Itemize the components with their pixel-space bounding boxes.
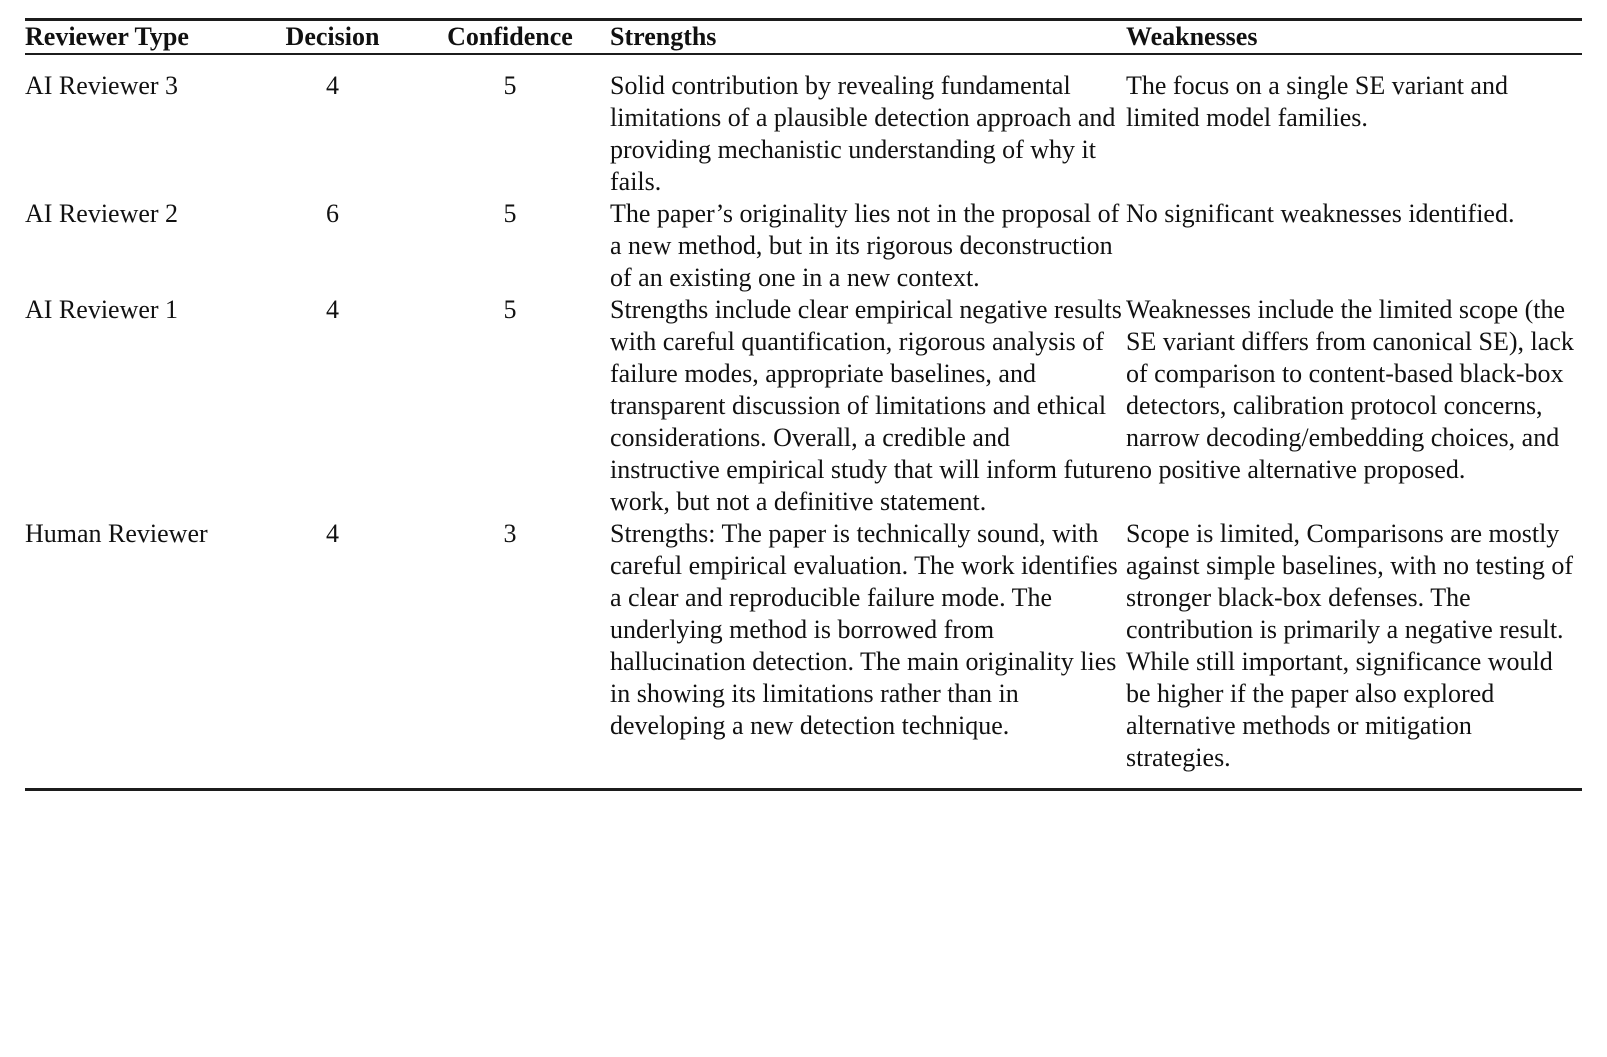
col-header-confidence: Confidence xyxy=(410,20,610,55)
col-header-reviewer-type: Reviewer Type xyxy=(25,20,255,55)
cell-strengths: The paper’s originality lies not in the proposal of a new method, but in its rigorous deconstruction of an existing one in a new context. xyxy=(610,199,1120,292)
cell-weaknesses: Weaknesses include the limited scope (the SE variant differs from canonical SE), lack of comparison to content-based black-box detectors, calibration protocol concerns, narrow decoding/embedding choices, and no positive alternative proposed. xyxy=(1126,295,1574,484)
cell-strengths: Solid contribution by revealing fundamental limitations of a plausible detection approach and providing mechanistic understanding of why it fails. xyxy=(610,71,1116,196)
cell-weaknesses: No significant weaknesses identified. xyxy=(1126,199,1515,228)
cell-strengths: Strengths include clear empirical negative results with careful quantification, rigorous analysis of failure modes, appropriate baselines, and transparent discussion of limitations and ethical considerations. Overall, a credible and instructive empirical study that will inform future work, but not a definitive statement. xyxy=(610,295,1126,516)
cell-confidence: 5 xyxy=(503,71,517,100)
cell-reviewer-type: AI Reviewer 3 xyxy=(25,71,179,100)
cell-reviewer-type: AI Reviewer 1 xyxy=(25,295,179,324)
table-header xyxy=(25,20,1582,55)
cell-decision: 4 xyxy=(326,71,339,100)
col-header-strengths: Strengths xyxy=(610,20,1126,55)
cell-confidence: 5 xyxy=(503,199,517,228)
header-row xyxy=(25,20,1582,55)
cell-decision: 4 xyxy=(326,295,339,324)
cell-weaknesses: The focus on a single SE variant and limited model families. xyxy=(1126,71,1508,132)
cell-reviewer-type: Human Reviewer xyxy=(25,519,208,548)
cell-strengths: Strengths: The paper is technically sound, with careful empirical evaluation. The work identifies a clear and reproducible failure mode. The underlying method is borrowed from hallucination detection. The main originality lies in showing its limitations rather than in developing a new detection technique. xyxy=(610,519,1118,740)
col-header-decision: Decision xyxy=(255,20,410,55)
cell-reviewer-type: AI Reviewer 2 xyxy=(25,199,179,228)
table-body xyxy=(25,54,1582,790)
cell-decision: 4 xyxy=(326,519,339,548)
cell-confidence: 3 xyxy=(503,519,517,548)
reviewer-comparison-table xyxy=(25,18,1582,791)
cell-decision: 6 xyxy=(326,199,339,228)
col-header-weaknesses: Weaknesses xyxy=(1126,20,1582,55)
table-row-ai-reviewer-2 xyxy=(25,198,1582,294)
table-row-ai-reviewer-1 xyxy=(25,294,1582,518)
table-row-ai-reviewer-3 xyxy=(25,54,1582,198)
cell-confidence: 5 xyxy=(503,295,517,324)
table-row-human-reviewer xyxy=(25,518,1582,790)
cell-weaknesses: Scope is limited, Comparisons are mostly against simple baselines, with no testing of stronger black-box defenses. The contribution is primarily a negative result. While still important, significance would be higher if the paper also explored alternative methods or mitigation strategies. xyxy=(1126,519,1573,772)
